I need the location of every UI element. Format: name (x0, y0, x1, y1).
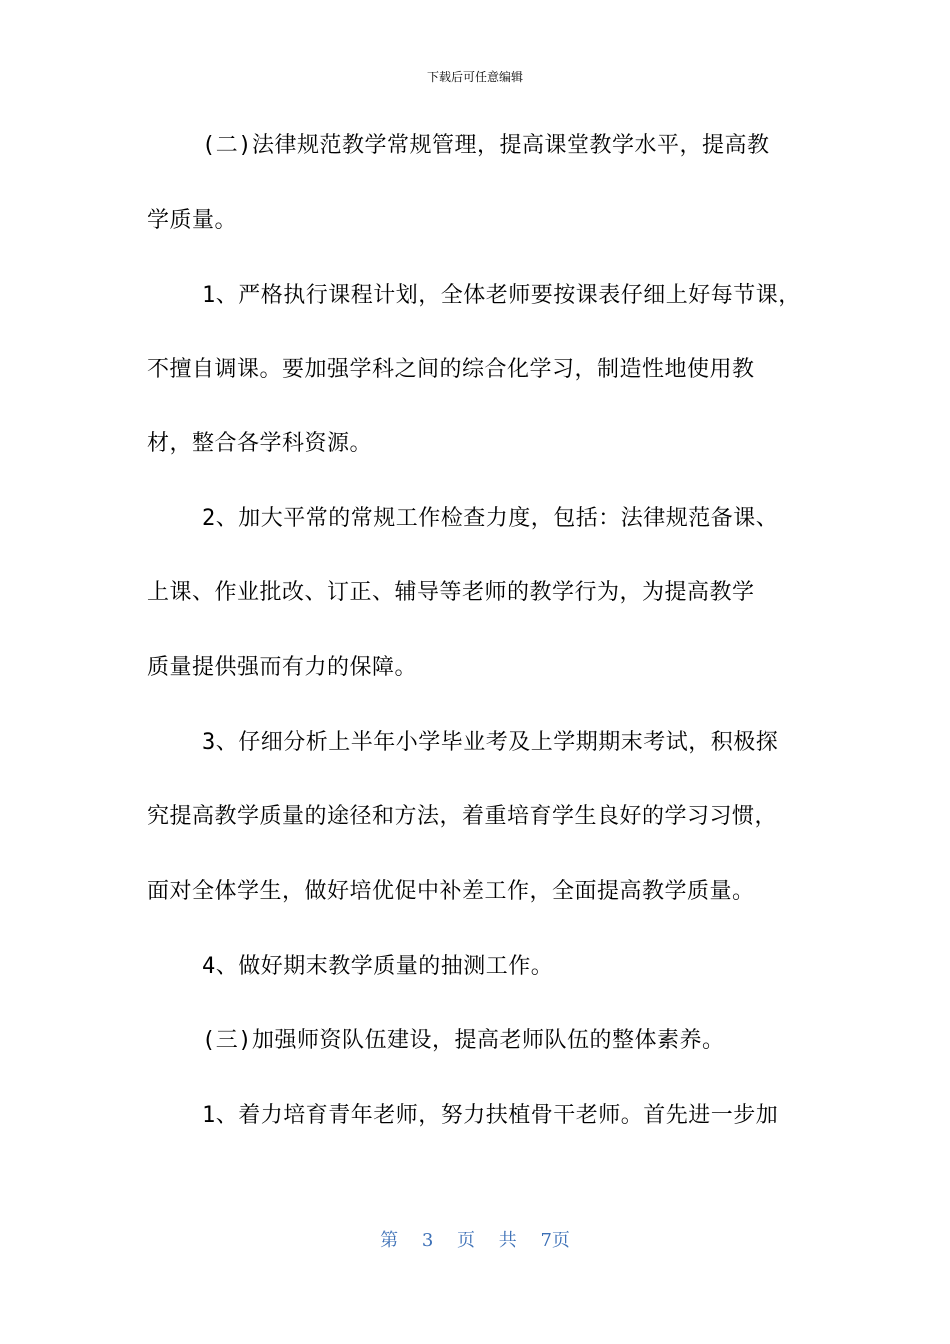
footer-total-label: 共 (498, 1230, 517, 1251)
paragraph-line: 不擅自调课。要加强学科之间的综合化学习，制造性地使用教 (147, 357, 755, 382)
page-footer (0, 1226, 950, 1252)
footer-total-pages: 7页 (540, 1230, 570, 1251)
page-header-note: 下载后可任意编辑 (426, 70, 523, 84)
paragraph-line: 质量提供强而有力的保障。 (147, 655, 418, 680)
paragraph-line: 材，整合各学科资源。 (147, 431, 373, 456)
footer-current-page: 3 (421, 1230, 434, 1251)
paragraph-line: 学质量。 (147, 208, 238, 233)
paragraph-line: 3、仔细分析上半年小学毕业考及上学期期末考试，积极探 (147, 730, 779, 755)
paragraph-line: 1、严格执行课程计划，全体老师要按课表仔细上好每节课， (147, 283, 801, 308)
paragraph-line: (三)加强师资队伍建设，提高老师队伍的整体素养。 (147, 1028, 725, 1053)
paragraph-line: 究提高教学质量的途径和方法，着重培育学生良好的学习习惯， (147, 804, 778, 829)
paragraph-line: 2、加大平常的常规工作检查力度，包括：法律规范备课、 (147, 506, 779, 531)
paragraph-line: 4、做好期末教学质量的抽测工作。 (147, 954, 554, 979)
paragraph-line: 1、着力培育青年老师，努力扶植骨干老师。首先进一步加 (147, 1103, 779, 1128)
paragraph-line: 上课、作业批改、订正、辅导等老师的教学行为，为提高教学 (147, 580, 755, 605)
paragraph-line: (二)法律规范教学常规管理，提高课堂教学水平，提高教 (147, 133, 770, 158)
footer-page-label: 页 (457, 1230, 475, 1251)
footer-prefix: 第 (380, 1230, 399, 1251)
paragraph-line: 面对全体学生，做好培优促中补差工作，全面提高教学质量。 (147, 879, 755, 904)
